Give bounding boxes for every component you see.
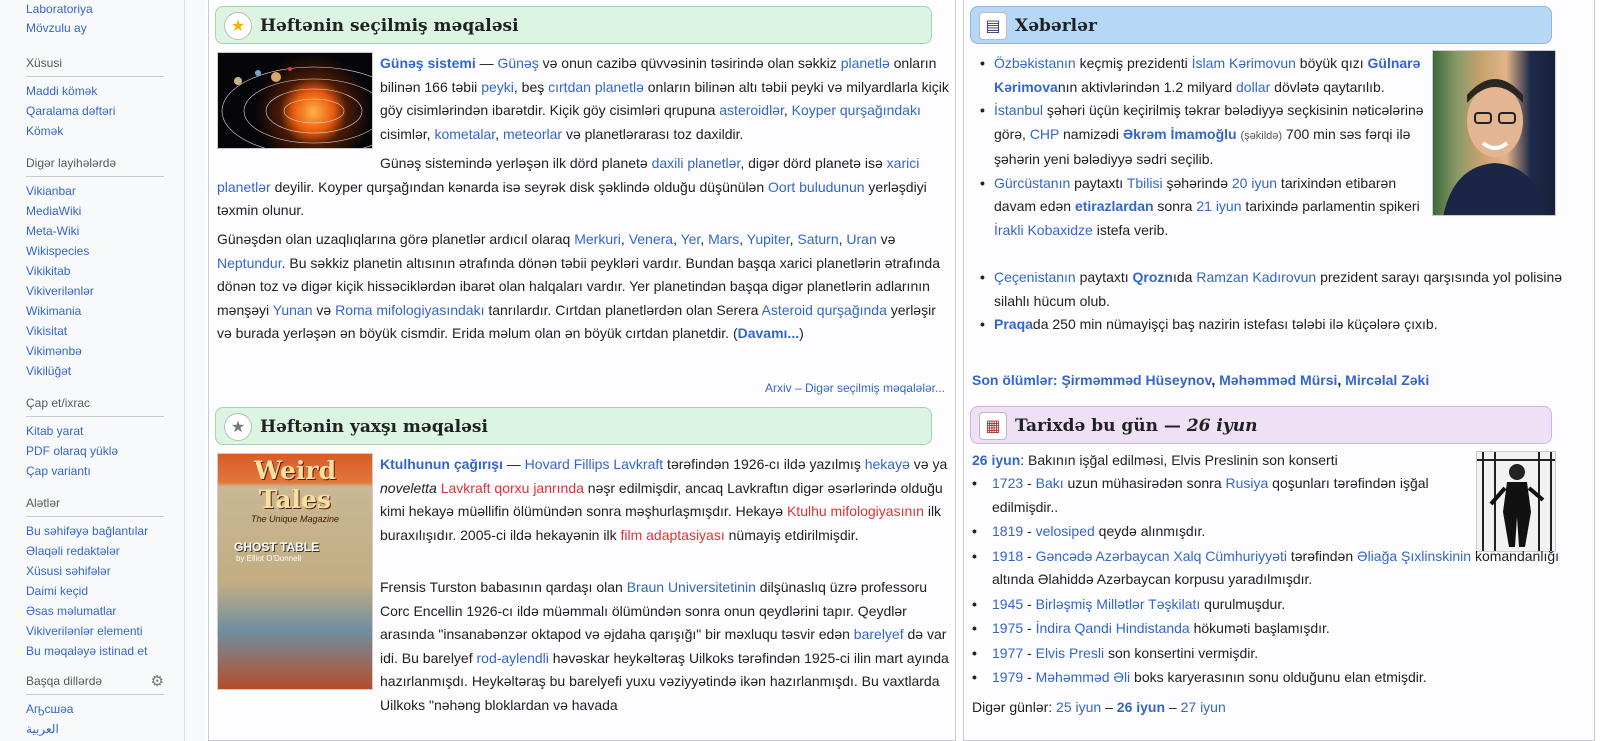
other-days: Digər günlər: 25 iyun – 26 iyun – 27 iyun bbox=[972, 699, 1226, 715]
sidebar-item-wikidata[interactable]: Vikiverilənlər bbox=[26, 284, 94, 298]
sidebar-item-lang-abkhaz[interactable]: Аҧсшәа bbox=[26, 702, 74, 716]
calendar-icon: ▦ bbox=[979, 412, 1007, 440]
onthisday-intro: 26 iyun: Bakının işğal edilməsi, Elvis Preslinin son konserti bbox=[972, 452, 1338, 468]
current-day-link[interactable]: 26 iyun bbox=[1116, 699, 1166, 715]
main-content bbox=[206, 0, 1600, 741]
onthisday-list-continued bbox=[972, 520, 1582, 691]
list-item: • 1975 - İndira Qandi Hindistanda hökuməti başlamışdır. bbox=[972, 617, 1582, 641]
magazine-subtitle: The Unique Magazine bbox=[250, 514, 340, 524]
list-item: • 1723 - Bakı uzun mühasirədən sonra Rusiya qoşunları tərəfindən işğal edilmişdir.. bbox=[972, 472, 1480, 519]
sidebar-group-projects bbox=[26, 156, 164, 381]
list-item: • 1977 - Elvis Presli son konsertini vermişdir. bbox=[972, 642, 1582, 666]
other-days-label: Digər günlər: bbox=[972, 699, 1053, 715]
death-link[interactable]: Mircəlal Zəki bbox=[1345, 372, 1430, 388]
sidebar-item-download-pdf[interactable]: PDF olaraq yüklə bbox=[26, 444, 119, 458]
onthisday-list bbox=[972, 472, 1480, 519]
sidebar-item-topic-month[interactable]: Mövzulu ay bbox=[26, 21, 87, 35]
star-icon: ★ bbox=[224, 12, 252, 40]
good-article-header bbox=[215, 407, 932, 445]
star-outline-icon: ★ bbox=[224, 413, 252, 441]
list-item: • 1945 - Birləşmiş Millətlər Təşkilatı qurulmuşdur. bbox=[972, 593, 1582, 617]
sidebar-item-wikimania[interactable]: Wikimania bbox=[26, 304, 82, 318]
weird-tales-cover-image[interactable] bbox=[217, 453, 373, 690]
recent-deaths: Son ölümlər: Şirməmməd Hüseynov, Məhəmməd Mürsi, Mircəlal Zəki bbox=[972, 372, 1430, 388]
newspaper-icon: ▤ bbox=[979, 12, 1007, 40]
sidebar-group-tools bbox=[26, 496, 164, 661]
sidebar-group-languages bbox=[26, 674, 164, 739]
sidebar-item-wikiquote[interactable]: Vikisitat bbox=[26, 324, 68, 338]
prev-day-link[interactable]: 25 iyun bbox=[1056, 699, 1102, 715]
magazine-story-title: GHOST TABLE bbox=[234, 540, 320, 554]
featured-header bbox=[215, 6, 932, 44]
sidebar-group-title: Çap et/ixrac bbox=[26, 396, 164, 417]
sidebar-item-lang-arabic[interactable]: العربية bbox=[26, 722, 59, 736]
sidebar-item-sandbox[interactable]: Qaralama dəftəri bbox=[26, 104, 116, 118]
sidebar-group-title: Alətlər bbox=[26, 496, 164, 517]
sidebar-item-related-changes[interactable]: Əlaqəli redaktələr bbox=[26, 544, 120, 558]
sidebar-group-title: Xüsusi bbox=[26, 56, 164, 77]
sidebar-group-title: Digər layihələrdə bbox=[26, 156, 164, 177]
sidebar-item-wiktionary[interactable]: Vikilüğət bbox=[26, 364, 72, 378]
sidebar-item-printable[interactable]: Çap variantı bbox=[26, 464, 91, 478]
portrait-illustration bbox=[1433, 51, 1556, 216]
onthisday-header bbox=[970, 406, 1552, 444]
sidebar bbox=[0, 0, 185, 741]
sidebar-item-special-pages[interactable]: Xüsusi səhifələr bbox=[26, 564, 111, 578]
sidebar-item-help[interactable]: Kömək bbox=[26, 124, 64, 138]
list-item: • Gürcüstanın paytaxtı Tbilisi şəhərində 20 iyun tarixindən etibarən davam edən etirazlardan sonra 21 iyun tarixində parlamentin spikeri İrakli Kobaxidze istefa verib. bbox=[980, 172, 1428, 243]
sidebar-group-title bbox=[26, 674, 164, 695]
sidebar-item-wikispecies[interactable]: Wikispecies bbox=[26, 244, 90, 258]
sidebar-item-laboratory[interactable]: Laboratoriya bbox=[26, 2, 93, 16]
death-link[interactable]: Məhəmməd Mürsi bbox=[1219, 372, 1338, 388]
recent-deaths-label[interactable]: Son ölümlər: bbox=[972, 372, 1058, 388]
list-item: • İstanbul şəhəri üçün keçirilmiş təkrar bələdiyyə seçkisinin nəticələrinə görə, CHP namizədi Əkrəm İmamoğlu (şəkildə) 700 min səs fərqi ilə şəhərin yeni bələdiyyə sədri seçilib. bbox=[980, 99, 1428, 172]
sidebar-item-what-links-here[interactable]: Bu səhifəyə bağlantılar bbox=[26, 524, 149, 538]
news-header bbox=[970, 6, 1552, 44]
featured-title: Həftənin seçilmiş məqaləsi bbox=[260, 16, 519, 36]
sidebar-item-wikibooks[interactable]: Vikikitab bbox=[26, 264, 71, 278]
news-list-continued bbox=[980, 266, 1570, 337]
sidebar-item-donate[interactable]: Maddi kömək bbox=[26, 84, 98, 98]
list-item: • 1979 - Məhəmməd Əli boks karyerasının sonu olduğunu elan etmişdir. bbox=[972, 666, 1582, 690]
news-photo[interactable] bbox=[1432, 50, 1556, 216]
sidebar-item-create-book[interactable]: Kitab yarat bbox=[26, 424, 84, 438]
right-column bbox=[963, 0, 1595, 741]
news-title: Xəbərlər bbox=[1015, 16, 1097, 36]
good-article-title: Həftənin yaxşı məqaləsi bbox=[260, 417, 488, 437]
list-item: • Praqada 250 min nümayişçi baş nazirin istefası tələbi ilə küçələrə çıxıb. bbox=[980, 313, 1570, 337]
languages-title: Başqa dillərdə bbox=[26, 674, 103, 688]
sidebar-item-cite[interactable]: Bu məqaləyə istinad et bbox=[26, 644, 148, 658]
sidebar-item-wikidata-item[interactable]: Vikiverilənlər elementi bbox=[26, 624, 143, 638]
death-link[interactable]: Şirməmməd Hüseynov bbox=[1061, 372, 1212, 388]
news-list bbox=[980, 52, 1428, 242]
sidebar-item-metawiki[interactable]: Meta-Wiki bbox=[26, 224, 80, 238]
sidebar-top-group bbox=[26, 0, 164, 38]
sidebar-item-page-info[interactable]: Əsas məlumatlar bbox=[26, 604, 117, 618]
next-day-link[interactable]: 27 iyun bbox=[1180, 699, 1226, 715]
sidebar-group-special bbox=[26, 56, 164, 141]
list-item: • Çeçenistanın paytaxtı Qroznıda Ramzan Kadırovun prezident sarayı qarşısında yol polisinə silahlı hücum olub. bbox=[980, 266, 1570, 313]
sidebar-item-commons[interactable]: Vikianbar bbox=[26, 184, 76, 198]
sidebar-item-mediawiki[interactable]: MediaWiki bbox=[26, 204, 82, 218]
left-column: ★ Həftənin seçilmiş məqaləsi Günəş sistemi — Günəş və onun cazibə qüvvəsinin təsirində olan səkkiz planetlə onların bilinən 166 təbii peyki, beş cırtdan planetlə onların bilinən altı təbii peyki və milyardlarla kiçik göy cisimlərindən ibarətdir. Kiçik göy cisimləri qrupuna asteroidlər, Koyper qurşağındakı cisimlər, kometalar, meteorlar və planetlərarası toz daxildir. Günəş sistemində yerləşən ilk dörd planetə daxili planetlər, digər dörd planetə isə xarici planetlər deyilir. Koyper qurşağından kənarda isə seyrək disk şəklində olduğu düşünülən Oort buludunun yerləşdiyi təxmin olunur. Günəşdən olan uzaqlıqlarına görə planetlər ardıcıl olaraq Merkuri, Venera, Yer, Mars, Yupiter, Saturn, Uran və Neptundur. Bu səkkiz planetin altısının ətrafında dönən təbii peykləri vardır. Bundan başqa xarici planetlərin ətrafında dönən toz və digər kiçik hissəciklərdən ibarət olan halqaları vardır. Yer planetindən başqa digər planetlərin adlarının mənşəyi Yunan və Roma mifologiyasındakı tanrılardır. Cırtdan planetlərdən olan Serera Asteroid qurşağında yerləşir və burada yerləşən ən böyük cismdir. Erida məlum olan ən böyük cırtdan planetdir. (Davamı...) Arxiv – Digər seçilmiş məqalələr... ★ Həftənin yaxşı məqaləsi Weird Tales The Unique Magazine GHOST TABLE by Elliot O'Donnell Ktulhunun çağırışı — Hovard Fillips Lavkraft tərəfindən 1926-cı ildə yazılmış hekayə və ya noveletta Lavkraft qorxu janrında nəşr edilmişdir, ancaq Lavkraftın digər əsərlərində olduğu kimi hekayə müəllifin ölümündən sonra məşhurlaşmışdır. Hekayə Ktulhu mifologiyasının ilk buraxılışıdır. 2005-ci ildə hekayənin ilk film adaptasiyası nümayiş etdirilmişdir. Frensis Turston babasının qardaşı olan Braun Universitetinin dilşünaslıq üzrə professoru Corc Encellin 1926-cı ildə müəmmalı ölümündən sonra onun qeydlərini tapır. Qeydlər arasında "insanabənzər oktapod və əjdaha qarışığı" bir məxluqu təsvir edən barelyef də var idi. Bu barelyef rod-aylendli həvəskar heykəltəraş Uilkoks tərəfindən 1925-ci ilin mart ayında hazırlanmışdı. Heykəltəraş bu barelyefi yuxu vəziyyətində ikən hazırlanmışdı. Bu vaxtlarda Uilkoks "nəhəng bloklardan və havada bbox=[208, 0, 956, 741]
orbits-illustration bbox=[218, 53, 373, 149]
sidebar-item-wikisource[interactable]: Vikimənbə bbox=[26, 344, 82, 358]
solar-system-image[interactable] bbox=[217, 52, 373, 149]
magazine-author: by Elliot O'Donnell bbox=[236, 554, 302, 563]
list-item: • Özbəkistanın keçmiş prezidenti İslam Kərimovun böyük qızı Gülnarə Kərimovanın aktivlərindən 1.2 milyard dollar dövlətə qaytarılıb. bbox=[980, 52, 1428, 99]
onthisday-title: Tarixdə bu gün — bbox=[1015, 416, 1187, 436]
list-item: • 1918 - Gəncədə Azərbaycan Xalq Cümhuriyyəti tərəfindən Əliağa Şıxlinskinin komandanlığı altında Əlahiddə Azərbaycan korpusu yaradılmışdır. bbox=[972, 545, 1582, 592]
onthisday-date: 26 iyun bbox=[1186, 416, 1258, 436]
gear-icon[interactable]: ⚙ bbox=[150, 673, 164, 690]
list-item: • 1819 - velosiped qeydə alınmışdır. bbox=[972, 520, 1582, 544]
magazine-title: Weird Tales bbox=[253, 456, 337, 514]
sidebar-group-print bbox=[26, 396, 164, 481]
featured-archive-link[interactable]: Arxiv – Digər seçilmiş məqalələr... bbox=[764, 381, 945, 395]
sidebar-item-permanent-link[interactable]: Daimi keçid bbox=[26, 584, 89, 598]
